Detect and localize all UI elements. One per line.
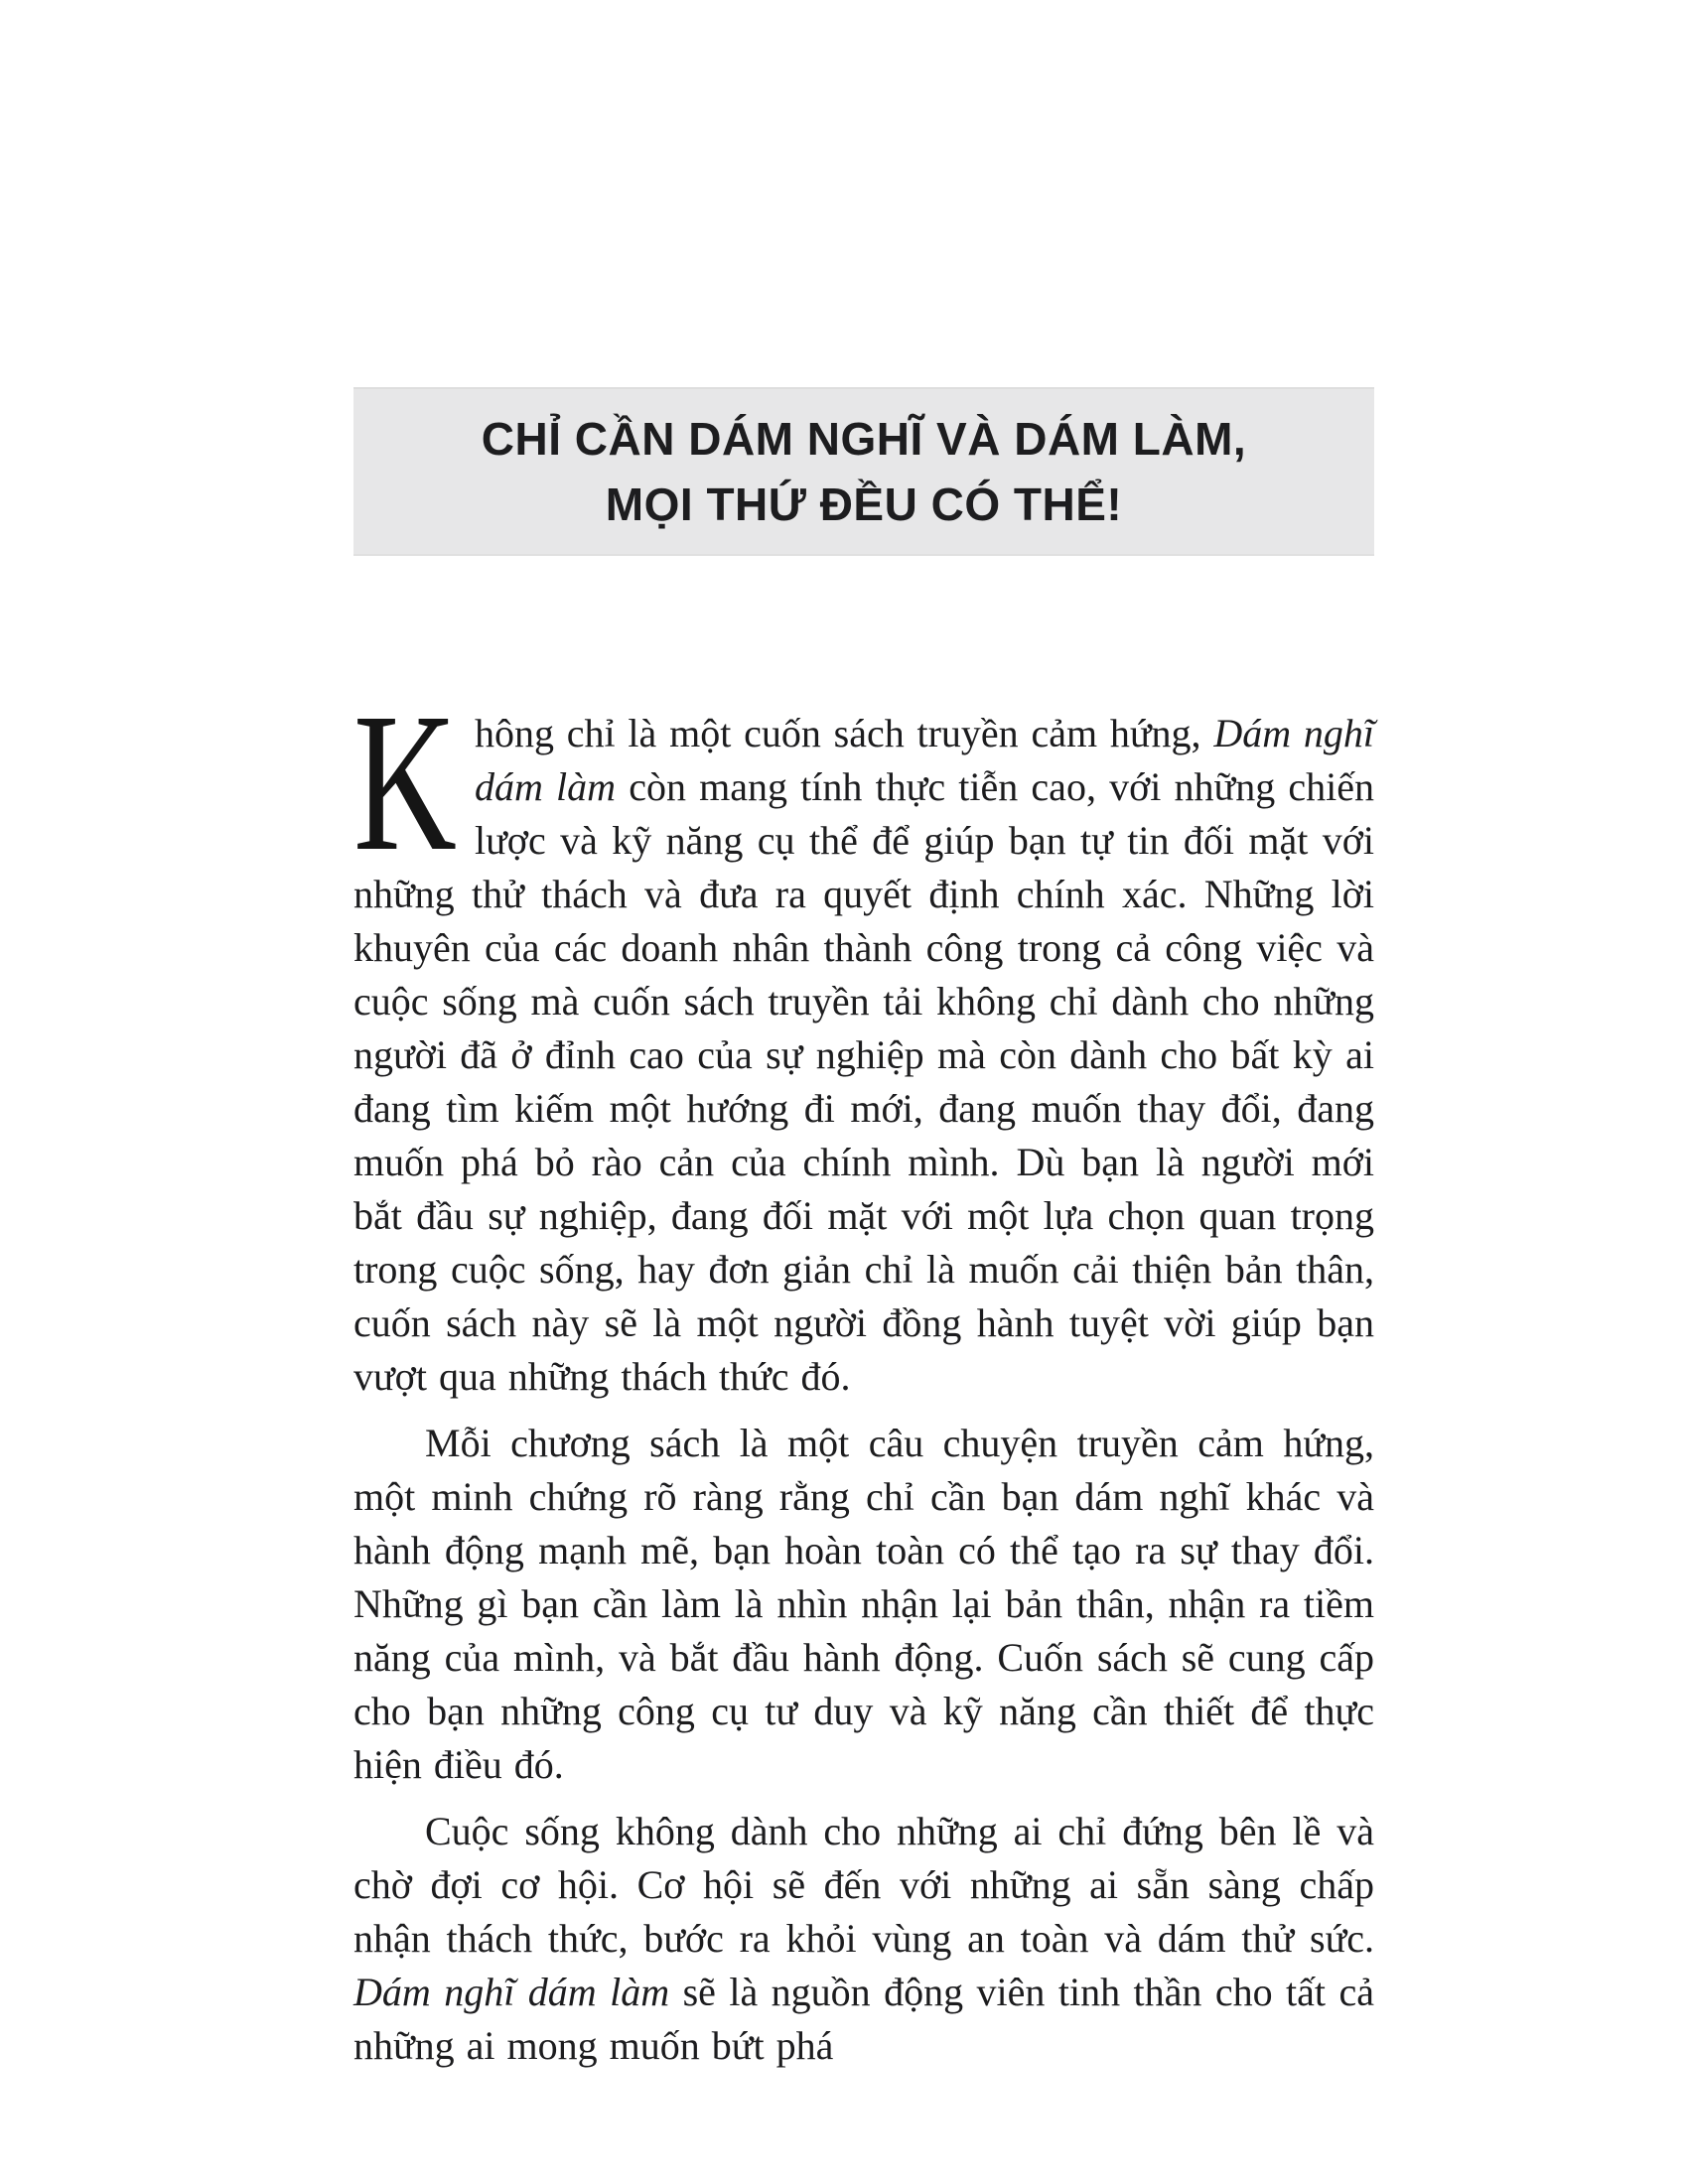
text-run: còn mang tính thực tiễn cao, với những chiến lược và kỹ năng cụ thể để giúp bạn tự tin đối mặt với những thử thách và đưa ra quyết định chính xác. Những lời khuyên của các doanh nhân thành công trong cả công việc và cuộc sống mà cuốn sách truyền tải không chỉ dành cho những người đã ở đỉnh cao của sự nghiệp mà còn dành cho bất kỳ ai đang tìm kiếm một hướng đi mới, đang muốn thay đổi, đang muốn phá bỏ rào cản của chính mình. Dù bạn là người mới bắt đầu sự nghiệp, đang đối mặt với một lựa chọn quan trọng trong cuộc sống, hay đơn giản chỉ là muốn cải thiện bản thân, cuốn sách này sẽ là một người đồng hành tuyệt vời giúp bạn vượt qua những thách thức đó. (353, 764, 1375, 1399)
text-run: Mỗi chương sách là một câu chuyện truyền cảm hứng, một minh chứng rõ ràng rằng chỉ cần bạn dám nghĩ khác và hành động mạnh mẽ, bạn hoàn toàn có thể tạo ra sự thay đổi. Những gì bạn cần làm là nhìn nhận lại bản thân, nhận ra tiềm năng của mình, và bắt đầu hành động. Cuốn sách sẽ cung cấp cho bạn những công cụ tư duy và kỹ năng cần thiết để thực hiện điều đó. (353, 1421, 1374, 1787)
chapter-title-line-1: CHỈ CẦN DÁM NGHĨ VÀ DÁM LÀM, (481, 413, 1247, 465)
chapter-title-banner (353, 387, 1374, 556)
text-run: Cuộc sống không dành cho những ai chỉ đứng bên lề và chờ đợi cơ hội. Cơ hội sẽ đến với những ai sẵn sàng chấp nhận thách thức, bước ra khỏi vùng an toàn và dám thử sức. (353, 1809, 1374, 1961)
drop-cap: K (353, 673, 457, 892)
body-text (353, 673, 1375, 2086)
paragraph (353, 1417, 1374, 1792)
chapter-title-line-2: MỌI THỨ ĐỀU CÓ THỂ! (605, 478, 1123, 530)
text-run: sẽ là nguồn động viên tinh thần cho tất cả những ai mong muốn bứt phá (353, 1970, 1374, 2068)
italic-book-title: Dám nghĩ dám làm (475, 711, 1374, 809)
italic-book-title: Dám nghĩ dám làm (353, 1970, 670, 2014)
chapter-title (482, 406, 1246, 537)
text-run: hông chỉ là một cuốn sách truyền cảm hứng, (475, 711, 1214, 755)
paragraph (353, 1805, 1374, 2073)
paragraph (353, 673, 1375, 1404)
